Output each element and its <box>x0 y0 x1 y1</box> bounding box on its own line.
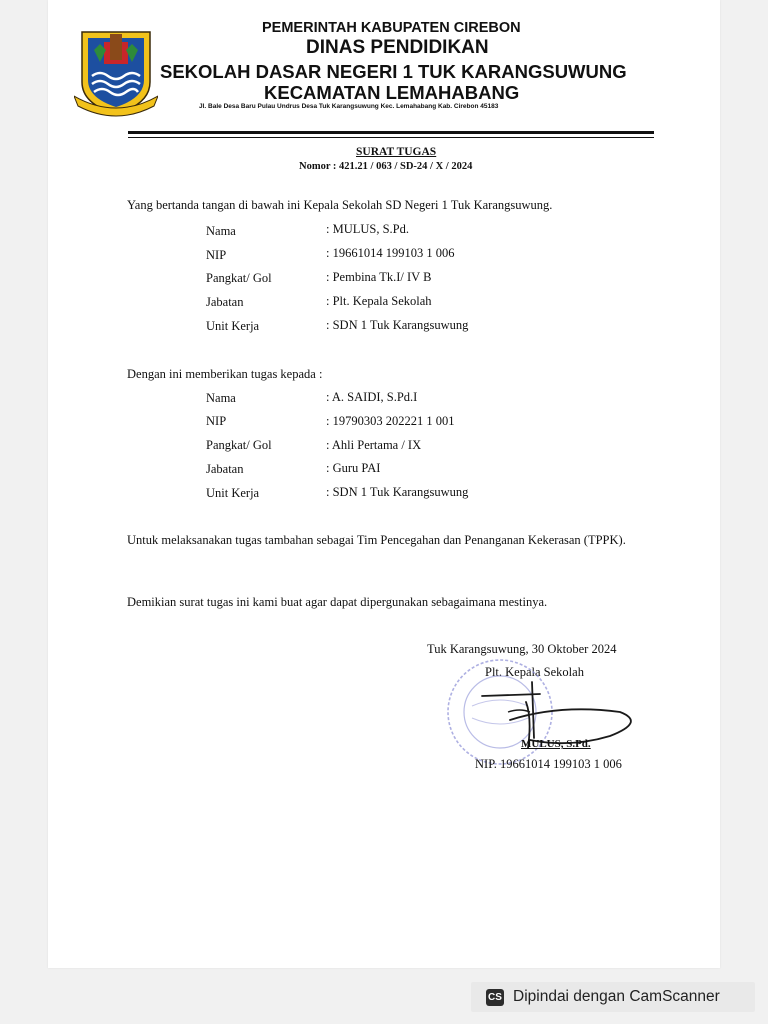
signer-printed-nip: NIP. 19661014 199103 1 006 <box>475 757 622 771</box>
assignee-position-label: Jabatan <box>206 462 244 476</box>
intro-paragraph: Yang bertanda tangan di bawah ini Kepala Sekolah SD Negeri 1 Tuk Karangsuwung. <box>127 198 553 212</box>
letterhead-department: DINAS PENDIDIKAN <box>306 37 489 58</box>
assignee-unit-label: Unit Kerja <box>206 486 260 500</box>
signer-nip-value: : 19661014 199103 1 006 <box>326 246 455 260</box>
signer-position-label: Jabatan <box>206 295 244 309</box>
letterhead-thick-rule <box>128 131 654 134</box>
assignee-rank-label: Pangkat/ Gol <box>206 438 272 452</box>
assignee-nip-label: NIP <box>206 414 227 428</box>
signer-unit-value: : SDN 1 Tuk Karangsuwung <box>326 318 469 332</box>
signer-name-label: Nama <box>206 224 236 238</box>
district-emblem-logo <box>74 24 158 118</box>
camscanner-badge <box>471 982 755 1012</box>
assignee-name-value: : A. SAIDI, S.Pd.I <box>326 390 418 404</box>
assignee-unit-value: : SDN 1 Tuk Karangsuwung <box>326 485 469 499</box>
camscanner-text: Dipindai dengan CamScanner <box>513 988 720 1005</box>
assignee-position-value: : Guru PAI <box>326 461 381 475</box>
signer-rank-label: Pangkat/ Gol <box>206 271 272 285</box>
signature-place-date: Tuk Karangsuwung, 30 Oktober 2024 <box>427 642 617 656</box>
letterhead-address: Jl. Bale Desa Baru Pulau Undrus Desa Tuk Karangsuwung Kec. Lemahabang Kab. Cirebon 45183 <box>199 103 499 110</box>
assignment-intro: Dengan ini memberikan tugas kepada : <box>127 367 323 381</box>
letterhead-district: KECAMATAN LEMAHABANG <box>264 82 520 103</box>
signer-unit-label: Unit Kerja <box>206 319 260 333</box>
purpose-paragraph: Untuk melaksanakan tugas tambahan sebagai Tim Pencegahan dan Penanganan Kekerasan (TPPK). <box>127 533 626 547</box>
signer-position-value: : Plt. Kepala Sekolah <box>326 294 432 308</box>
assignee-rank-value: : Ahli Pertama / IX <box>326 438 422 452</box>
assignee-nip-value: : 19790303 202221 1 001 <box>326 414 455 428</box>
assignee-name-label: Nama <box>206 391 236 405</box>
camscanner-icon: CS <box>486 989 504 1006</box>
letter-number: Nomor : 421.21 / 063 / SD-24 / X / 2024 <box>299 161 473 172</box>
signer-name-value: : MULUS, S.Pd. <box>326 222 410 236</box>
letter-title: SURAT TUGAS <box>356 146 437 158</box>
signer-nip-label: NIP <box>206 248 227 262</box>
letterhead-government: PEMERINTAH KABUPATEN CIREBON <box>262 20 521 36</box>
signer-rank-value: : Pembina Tk.I/ IV B <box>326 270 432 284</box>
signer-printed-name: MULUS, S.Pd. <box>521 738 591 750</box>
letterhead-school: SEKOLAH DASAR NEGERI 1 TUK KARANGSUWUNG <box>160 61 627 82</box>
closing-paragraph: Demikian surat tugas ini kami buat agar dapat dipergunakan sebagaimana mestinya. <box>127 595 548 609</box>
signature-position: Plt. Kepala Sekolah <box>485 665 584 679</box>
letterhead-thin-rule <box>128 137 654 138</box>
